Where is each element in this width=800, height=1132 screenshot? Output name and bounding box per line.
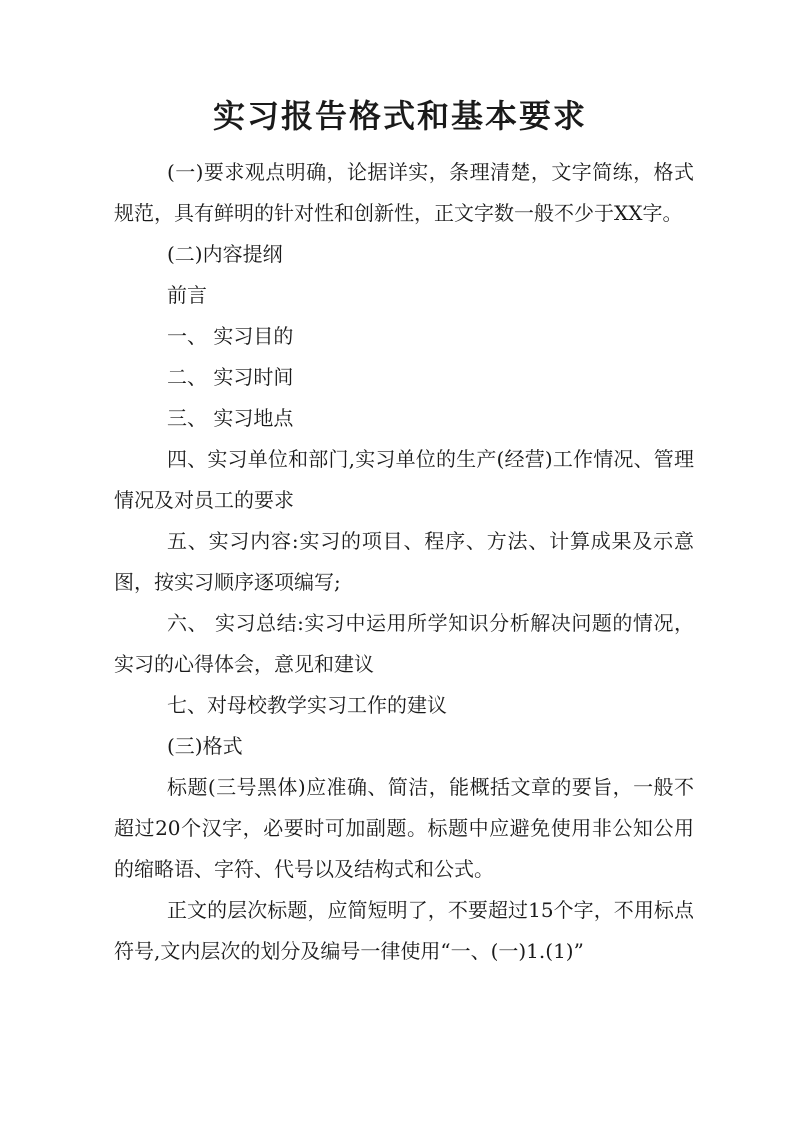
document-body [114, 152, 694, 972]
paragraph-preface: 前言 [167, 283, 207, 307]
paragraph-outline-heading: (二)内容提纲 [167, 242, 283, 266]
paragraph-format-heading: (三)格式 [167, 734, 243, 758]
paragraph-heading-rules: 正文的层次标题，应简短明了，不要超过15个字，不用标点符号,文内层次的划分及编号一律使用“一、(一)1.(1)” [114, 898, 694, 963]
paragraph-item-4: 四、实习单位和部门,实习单位的生产(经营)工作情况、管理情况及对员工的要求 [114, 447, 694, 512]
paragraph-item-5: 五、实习内容:实习的项目、程序、方法、计算成果及示意图，按实习顺序逐项编写; [114, 529, 694, 594]
paragraph-item-3: 三、 实习地点 [167, 406, 294, 430]
paragraph-item-1: 一、 实习目的 [167, 324, 294, 348]
paragraph-item-6: 六、 实习总结:实习中运用所学知识分析解决问题的情况，实习的心得体会，意见和建议 [114, 611, 694, 676]
paragraph-title-rules: 标题(三号黑体)应准确、简洁，能概括文章的要旨，一般不超过20个汉字，必要时可加副题。标题中应避免使用非公知公用的缩略语、字符、代号以及结构式和公式。 [114, 775, 694, 881]
paragraph-requirements: (一)要求观点明确，论据详实，条理清楚，文字简练，格式规范，具有鲜明的针对性和创新性，正文字数一般不少于XX字。 [114, 160, 694, 225]
paragraph-item-2: 二、 实习时间 [167, 365, 294, 389]
document-title: 实习报告格式和基本要求 [212, 97, 587, 135]
paragraph-item-7: 七、对母校教学实习工作的建议 [167, 693, 447, 717]
